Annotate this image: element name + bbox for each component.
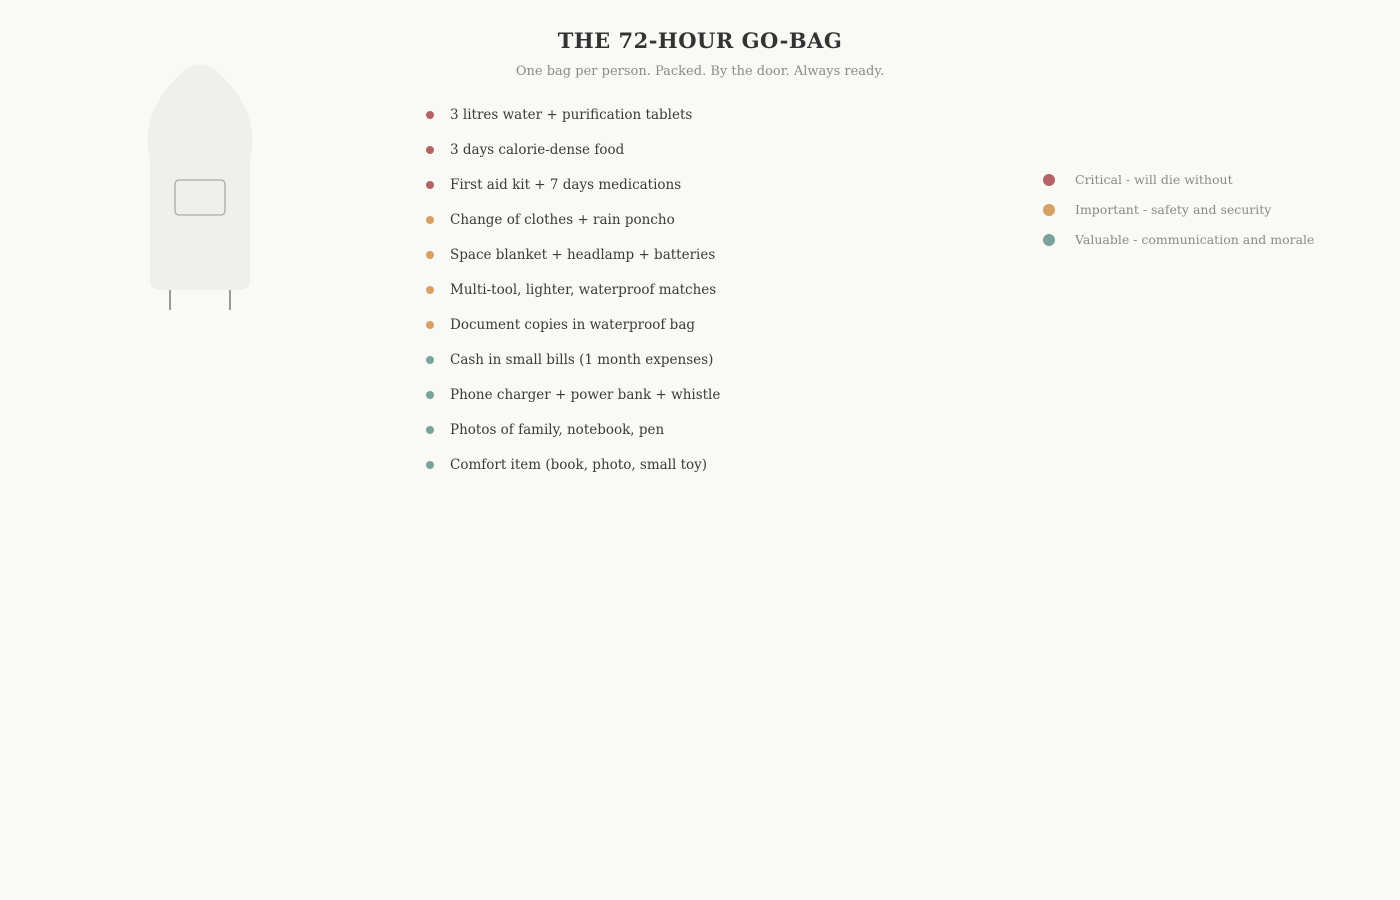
- item-label: First aid kit + 7 days medications: [450, 177, 682, 193]
- item-label: 3 days calorie-dense food: [450, 142, 625, 158]
- priority-dot: [426, 356, 434, 364]
- item-label: Comfort item (book, photo, small toy): [450, 457, 708, 473]
- item-label: Photos of family, notebook, pen: [450, 422, 665, 438]
- priority-dot: [426, 181, 434, 189]
- item-label: Change of clothes + rain poncho: [450, 212, 675, 228]
- backpack-body: [148, 65, 253, 290]
- item-label: Cash in small bills (1 month expenses): [450, 352, 714, 368]
- priority-dot: [426, 321, 434, 329]
- priority-dot: [426, 146, 434, 154]
- legend-label: Important - safety and security: [1075, 202, 1272, 217]
- page-subtitle: One bag per person. Packed. By the door. Always ready.: [515, 64, 885, 79]
- item-label: Space blanket + headlamp + batteries: [450, 247, 716, 263]
- legend-dot: [1043, 204, 1055, 216]
- item-label: Document copies in waterproof bag: [450, 317, 696, 333]
- priority-dot: [426, 251, 434, 259]
- item-label: Multi-tool, lighter, waterproof matches: [450, 282, 717, 298]
- page-title: THE 72-HOUR GO-BAG: [557, 28, 843, 53]
- priority-dot: [426, 286, 434, 294]
- item-label: Phone charger + power bank + whistle: [450, 387, 721, 403]
- legend-label: Critical - will die without: [1075, 172, 1233, 187]
- legend-label: Valuable - communication and morale: [1075, 232, 1315, 247]
- priority-dot: [426, 391, 434, 399]
- backpack-illustration: [140, 60, 260, 320]
- item-label: 3 litres water + purification tablets: [450, 107, 693, 123]
- priority-dot: [426, 426, 434, 434]
- priority-dot: [426, 111, 434, 119]
- priority-dot: [426, 216, 434, 224]
- priority-dot: [426, 461, 434, 469]
- legend-dot: [1043, 234, 1055, 246]
- legend-dot: [1043, 174, 1055, 186]
